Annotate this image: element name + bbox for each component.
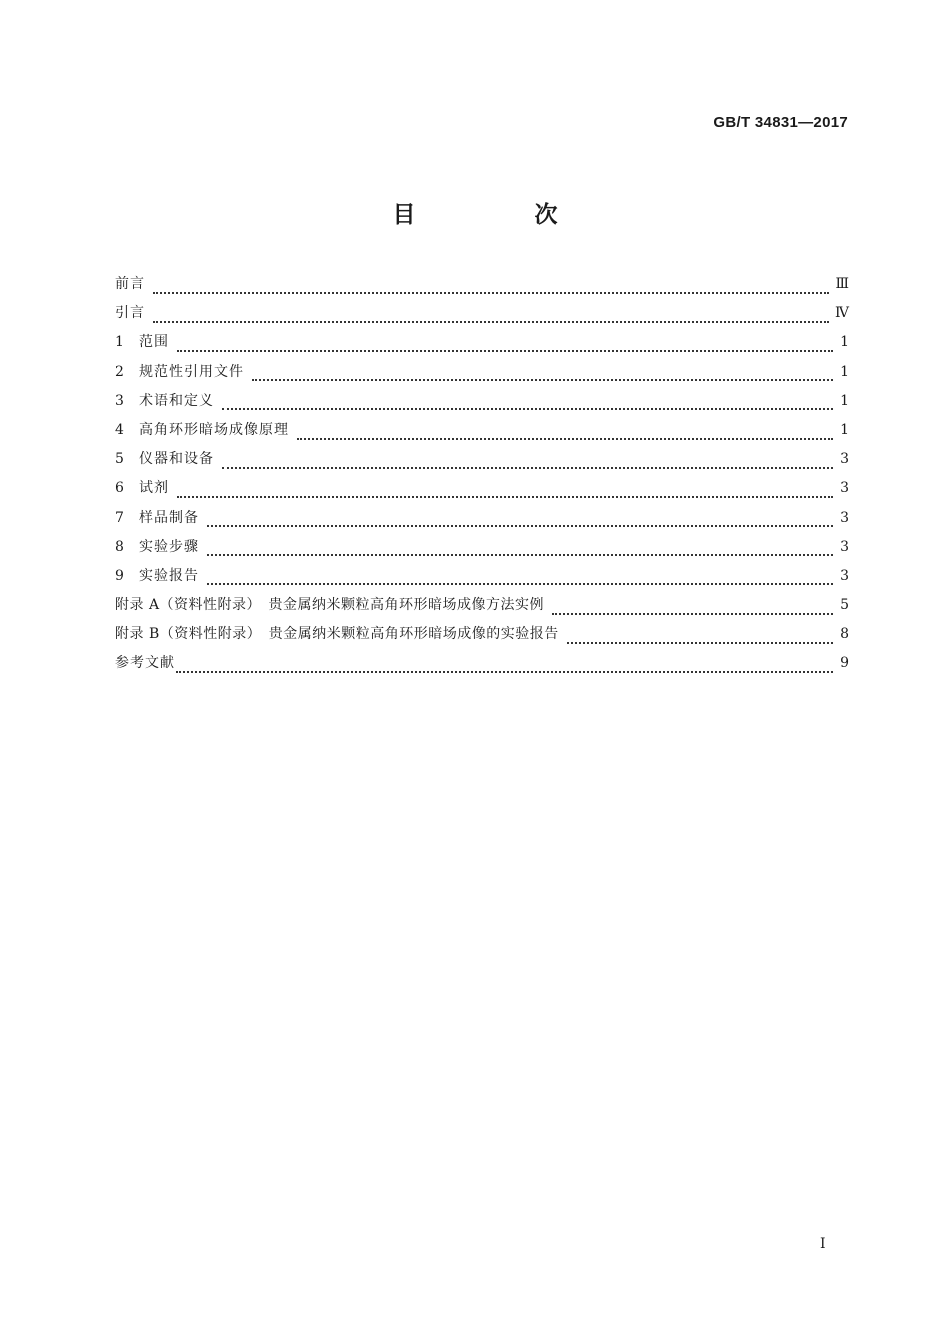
toc-entry-label: 附录 A（资料性附录） 贵金属纳米颗粒高角环形暗场成像方法实例	[115, 597, 545, 614]
toc-entry-reagents[interactable]	[115, 474, 849, 503]
toc-entry-number: 5	[115, 451, 124, 468]
toc-entry-page: Ⅲ	[835, 276, 849, 292]
toc-entry-sample-preparation[interactable]	[115, 504, 849, 533]
toc-leader-dots	[153, 282, 829, 294]
toc-entry-number: 2	[115, 363, 124, 380]
toc-leader-dots	[252, 369, 833, 381]
toc-entry-page: 3	[840, 567, 849, 584]
toc-leader-dots	[567, 632, 833, 644]
toc-entry-scope[interactable]	[115, 328, 849, 357]
page-number: I	[820, 1236, 826, 1252]
toc-entry-normative-references[interactable]	[115, 358, 849, 387]
toc-leader-dots	[153, 311, 829, 323]
toc-entry-number: 9	[115, 567, 124, 584]
toc-entry-principle[interactable]	[115, 416, 849, 445]
toc-leader-dots	[177, 340, 833, 352]
toc-entry-label: 参考文献	[115, 655, 175, 672]
toc-entry-page: 9	[840, 655, 849, 672]
toc-leader-dots	[207, 544, 833, 556]
toc-entry-number: 7	[115, 509, 124, 526]
toc-entry-number: 4	[115, 421, 124, 438]
toc-leader-dots	[177, 486, 833, 498]
toc-entry-foreword[interactable]	[115, 270, 849, 299]
toc-leader-dots	[552, 603, 833, 615]
toc-entry-page: 5	[840, 597, 849, 614]
toc-leader-dots	[297, 428, 833, 440]
toc-entry-label: 样品制备	[139, 509, 199, 526]
toc-entry-label: 引言	[115, 305, 145, 322]
toc-entry-number: 1	[115, 334, 124, 351]
toc-entry-annex-a[interactable]	[115, 591, 849, 620]
toc-leader-dots	[222, 398, 833, 410]
toc-entry-page: 3	[840, 509, 849, 526]
toc-title: 目 次	[392, 202, 606, 228]
standard-code: GB/T 34831—2017	[713, 114, 848, 131]
toc-entry-terms-definitions[interactable]	[115, 387, 849, 416]
toc-entry-label: 高角环形暗场成像原理	[139, 421, 289, 438]
toc-entry-bibliography[interactable]	[115, 649, 849, 678]
toc-entry-page: 1	[840, 334, 849, 351]
toc-entry-report[interactable]	[115, 562, 849, 591]
toc-entry-label: 试剂	[139, 480, 169, 497]
toc-entry-label: 前言	[115, 276, 145, 292]
toc-entry-label: 规范性引用文件	[139, 363, 244, 380]
toc-entry-label: 实验报告	[139, 567, 199, 584]
toc-leader-dots	[222, 457, 833, 469]
toc-entry-page: 3	[840, 480, 849, 497]
toc-entry-number: 8	[115, 538, 124, 555]
toc-entry-page: 3	[840, 538, 849, 555]
toc-entry-label: 实验步骤	[139, 538, 199, 555]
toc-entry-annex-b[interactable]	[115, 620, 849, 649]
toc-entry-page: 1	[840, 363, 849, 380]
toc-leader-dots	[176, 661, 833, 673]
toc-entry-instruments[interactable]	[115, 445, 849, 474]
toc-list	[115, 270, 849, 679]
toc-leader-dots	[207, 515, 833, 527]
toc-entry-page: 3	[840, 451, 849, 468]
toc-leader-dots	[207, 573, 833, 585]
toc-entry-page: Ⅳ	[835, 305, 849, 322]
toc-entry-number: 6	[115, 480, 124, 497]
toc-entry-page: 1	[840, 421, 849, 438]
toc-entry-procedure[interactable]	[115, 533, 849, 562]
toc-entry-number: 3	[115, 392, 124, 409]
toc-entry-introduction[interactable]	[115, 299, 849, 328]
toc-entry-page: 1	[840, 392, 849, 409]
toc-entry-label: 仪器和设备	[139, 451, 214, 468]
toc-entry-label: 附录 B（资料性附录） 贵金属纳米颗粒高角环形暗场成像的实验报告	[115, 626, 559, 643]
toc-entry-label: 术语和定义	[139, 392, 214, 409]
toc-entry-page: 8	[840, 626, 849, 643]
toc-entry-label: 范围	[139, 334, 169, 351]
